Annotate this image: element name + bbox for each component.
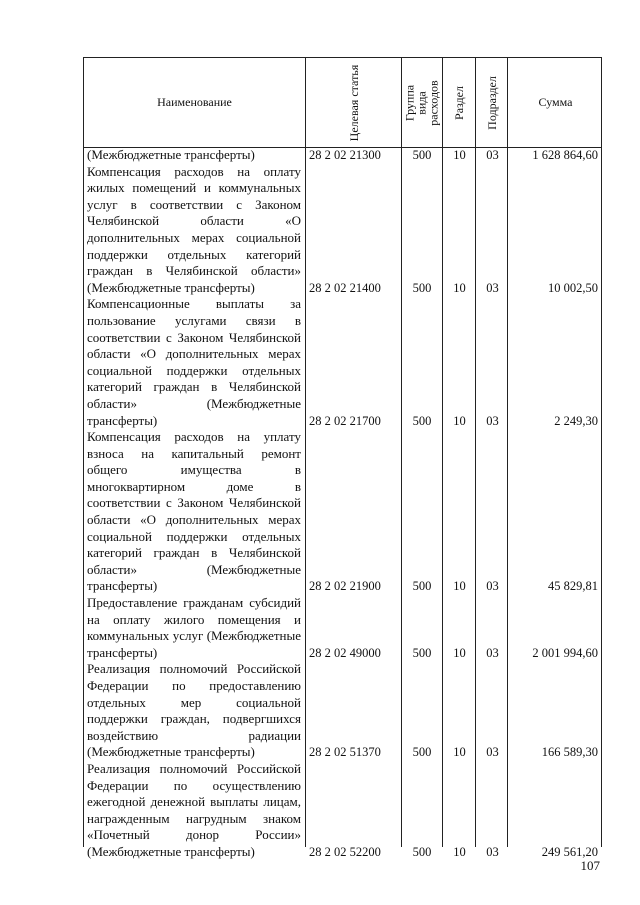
row-subsection: 03 bbox=[486, 645, 499, 660]
table-body bbox=[84, 147, 601, 861]
row-section: 10 bbox=[453, 579, 466, 594]
header-name-label: Наименование bbox=[157, 95, 232, 109]
row-subsection: 03 bbox=[486, 844, 499, 859]
header-subsection-label: Подраздел bbox=[484, 75, 499, 130]
row-group: 500 bbox=[412, 844, 432, 859]
header-sum bbox=[508, 58, 603, 147]
header-sum-label: Сумма bbox=[538, 95, 573, 109]
row-code: 28 2 02 21900 bbox=[309, 579, 381, 594]
row-name: Реализация полномочий Российской Федерации по предоставлению отдельных мер социальной поддержки граждан, подвергшихся воздействию радиации (Межбюджетные трансферты) bbox=[87, 661, 301, 760]
row-group: 500 bbox=[412, 745, 432, 760]
row-subsection: 03 bbox=[486, 413, 499, 428]
table-row bbox=[84, 761, 601, 861]
row-code: 28 2 02 21700 bbox=[309, 413, 381, 428]
row-name: Компенсационные выплаты за пользование услугами связи в соответствии с Законом Челябинской области «О дополнительных мерах социальной поддержки отдельных категорий граждан в Челябинской области» (Межбюджетные трансферты) bbox=[87, 296, 301, 428]
table-row bbox=[84, 661, 601, 761]
row-group: 500 bbox=[412, 148, 432, 162]
row-code: 28 2 02 51370 bbox=[309, 745, 381, 760]
table-row bbox=[84, 164, 601, 297]
row-sum: 45 829,81 bbox=[548, 579, 598, 594]
row-subsection: 03 bbox=[486, 280, 499, 295]
header-group-label: Группа вида расходов bbox=[403, 79, 441, 126]
header-group bbox=[402, 58, 442, 147]
row-group: 500 bbox=[412, 645, 432, 660]
row-subsection: 03 bbox=[486, 579, 499, 594]
row-name: Реализация полномочий Российской Федерации по осуществлению ежегодной денежной выплаты лицам, награжденным нагрудным знаком «Почетный донор России» (Межбюджетные трансферты) bbox=[87, 760, 301, 859]
row-code: 28 2 02 21400 bbox=[309, 280, 381, 295]
budget-table bbox=[83, 57, 602, 859]
row-name: Предоставление гражданам субсидий на оплату жилого помещения и коммунальных услуг (Межбюджетные трансферты) bbox=[87, 595, 301, 660]
header-section-label: Раздел bbox=[452, 85, 467, 120]
page-number: 107 bbox=[580, 858, 600, 873]
header-section bbox=[443, 58, 475, 147]
row-subsection: 03 bbox=[486, 148, 499, 162]
header-code bbox=[306, 58, 401, 147]
row-sum: 10 002,50 bbox=[548, 280, 598, 295]
row-code: 28 2 02 52200 bbox=[309, 844, 381, 859]
table-row bbox=[84, 147, 601, 164]
header-code-label: Целевая статья bbox=[346, 64, 361, 141]
row-group: 500 bbox=[412, 579, 432, 594]
row-group: 500 bbox=[412, 413, 432, 428]
row-section: 10 bbox=[453, 745, 466, 760]
row-subsection: 03 bbox=[486, 745, 499, 760]
row-name: Компенсация расходов на уплату взноса на капитальный ремонт общего имущества в многоквартирном доме в соответствии с Законом Челябинской области «О дополнительных мерах социальной поддержки отдельных категорий граждан в Челябинской области» (Межбюджетные трансферты) bbox=[87, 429, 301, 594]
header-name bbox=[84, 58, 305, 147]
row-code: 28 2 02 21300 bbox=[309, 148, 381, 162]
table-row bbox=[84, 429, 601, 595]
row-name: (Межбюджетные трансферты) bbox=[87, 147, 255, 162]
row-sum: 166 589,30 bbox=[541, 745, 598, 760]
row-sum: 2 001 994,60 bbox=[532, 645, 598, 660]
row-section: 10 bbox=[453, 645, 466, 660]
row-section: 10 bbox=[453, 280, 466, 295]
row-sum: 1 628 864,60 bbox=[532, 148, 598, 162]
row-sum: 249 561,20 bbox=[541, 844, 598, 859]
row-code: 28 2 02 49000 bbox=[309, 645, 381, 660]
row-section: 10 bbox=[453, 413, 466, 428]
row-name: Компенсация расходов на оплату жилых помещений и коммунальных услуг в соответствии с Законом Челябинской области «О дополнительных мерах социальной поддержки отдельных категорий граждан в Челябинской области» (Межбюджетные трансферты) bbox=[87, 163, 301, 295]
row-sum: 2 249,30 bbox=[554, 413, 598, 428]
row-section: 10 bbox=[453, 844, 466, 859]
row-section: 10 bbox=[453, 148, 466, 162]
table-row bbox=[84, 296, 601, 429]
row-group: 500 bbox=[412, 280, 432, 295]
header-subsection bbox=[476, 58, 507, 147]
table-row bbox=[84, 595, 601, 661]
